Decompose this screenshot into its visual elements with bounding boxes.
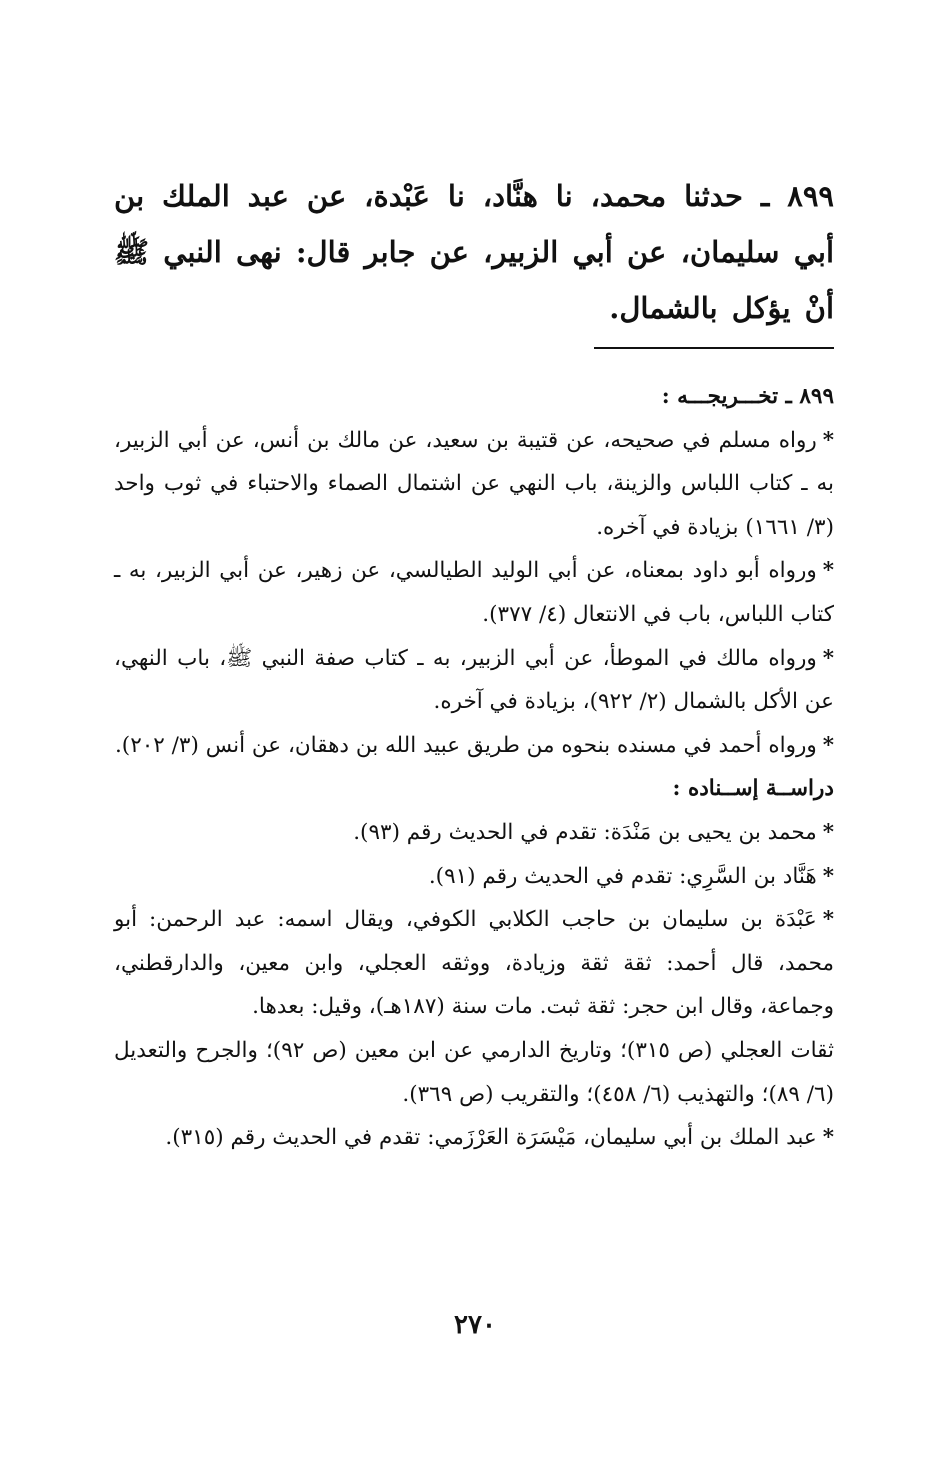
takhrij-item: *ورواه أحمد في مسنده بنحوه من طريق عبيد الله بن دهقان، عن أنس (٣/ ٢٠٢). bbox=[114, 732, 834, 758]
narrator-item: *محمد بن يحيى بن مَنْدَة: تقدم في الحديث رقم (٩٣). bbox=[353, 819, 834, 845]
narrator-item: *عَبْدَة بن سليمان بن حاجب الكلابي الكوفي، ويقال اسمه: عبد الرحمن: أبو محمد، قال أحمد: ثقة ثقة وزيادة، ووثقه العجلي، وابن معين، والدارقطني، وجماعة، وقال ابن حجر: ثقة ثبت. مات سنة (١٨٧هـ)، وقيل: بعدها. bbox=[114, 907, 834, 1020]
hadith-body: حدثنا محمد، نا هنَّاد، نا عَبْدة، عن عبد الملك بن أبي سليمان، عن أبي الزبير، عن جابر قال: نهى النبي ﷺ أنْ يؤكل بالشمال. bbox=[114, 179, 834, 325]
takhrij-item: *ورواه أبو داود بمعناه، عن أبي الوليد الطيالسي، عن زهير، عن أبي الزبير، به ـ كتاب اللباس، باب في الانتعال (٤/ ٣٧٧). bbox=[114, 558, 834, 627]
footnote-separator bbox=[594, 347, 834, 349]
takhrij-heading: ٨٩٩ ـ تخـــريجـــه : bbox=[661, 384, 834, 409]
narrator-item: *عبد الملك بن أبي سليمان، مَيْسَرَة العَرْزَمي: تقدم في الحديث رقم (٣١٥). bbox=[165, 1125, 834, 1151]
bullet-star: * bbox=[822, 558, 834, 584]
bullet-star: * bbox=[822, 907, 834, 933]
hadith-number: ٨٩٩ ـ bbox=[760, 179, 835, 213]
hadith-text-block bbox=[114, 168, 834, 336]
narrator-sources: ثقات العجلي (ص ٣١٥)؛ وتاريخ الدارمي عن ابن معين (ص ٩٢)؛ والجرح والتعديل (٦/ ٨٩)؛ والتهذيب (٦/ ٤٥٨)؛ والتقريب (ص ٣٦٩). bbox=[114, 1037, 834, 1107]
footnotes bbox=[114, 375, 834, 1160]
bullet-star: * bbox=[822, 732, 834, 758]
dirasa-heading: دراســة إســناده : bbox=[672, 776, 834, 802]
bullet-star: * bbox=[822, 427, 834, 453]
takhrij-item: *رواه مسلم في صحيحه، عن قتيبة بن سعيد، عن مالك بن أنس، عن أبي الزبير، به ـ كتاب اللباس والزينة، باب النهي عن اشتمال الصماء والاحتباء في ثوب واحد (٣/ ١٦٦١) بزيادة في آخره. bbox=[114, 427, 834, 540]
page-number: ٢٧٠ bbox=[454, 1310, 496, 1340]
bullet-star: * bbox=[822, 645, 834, 671]
narrator-item: *هَنَّاد بن السَّرِي: تقدم في الحديث رقم (٩١). bbox=[428, 863, 834, 889]
bullet-star: * bbox=[822, 1125, 834, 1151]
takhrij-item: *ورواه مالك في الموطأ، عن أبي الزبير، به ـ كتاب صفة النبي ﷺ، باب النهي، عن الأكل بالشمال (٢/ ٩٢٢)، بزيادة في آخره. bbox=[114, 645, 834, 715]
bullet-star: * bbox=[822, 819, 834, 845]
bullet-star: * bbox=[822, 863, 834, 889]
